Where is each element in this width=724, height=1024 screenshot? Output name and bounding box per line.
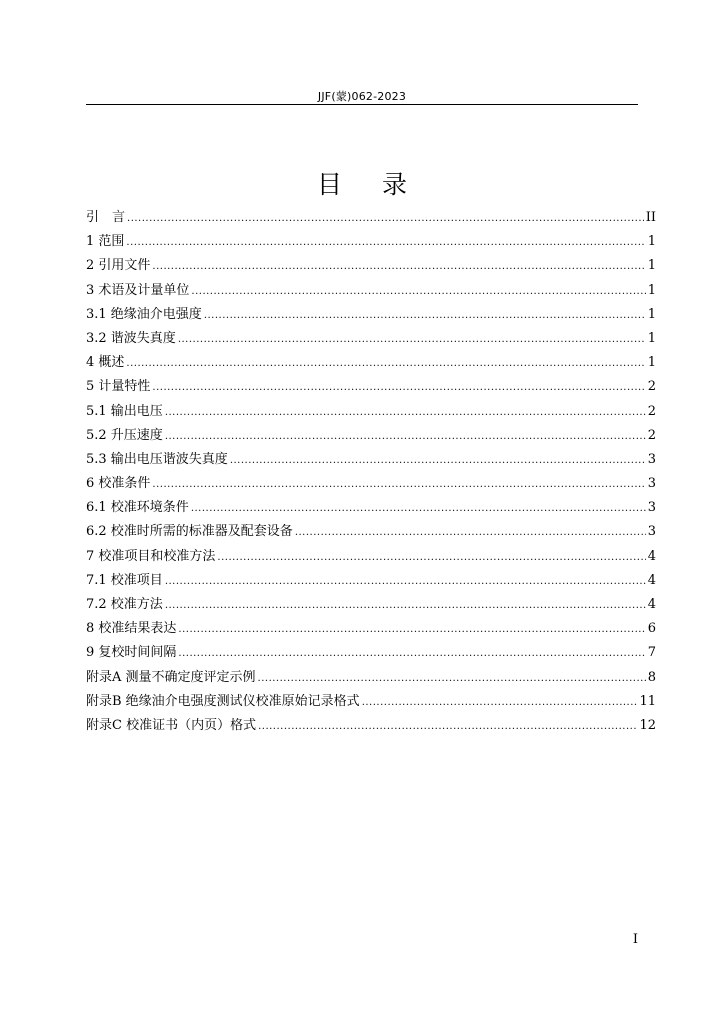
toc-entry[interactable] xyxy=(86,668,656,692)
toc-entry-page: 3 xyxy=(647,524,656,540)
toc-dot-leader xyxy=(152,378,645,398)
toc-dot-leader xyxy=(191,499,646,519)
toc-dot-leader xyxy=(258,717,637,737)
toc-dot-leader xyxy=(126,233,645,253)
toc-entry-page: 1 xyxy=(647,330,656,346)
toc-dot-leader xyxy=(165,572,646,592)
toc-entry[interactable] xyxy=(86,595,656,619)
toc-dot-leader xyxy=(258,669,646,689)
toc-entry[interactable] xyxy=(86,571,656,595)
toc-entry-page: 12 xyxy=(639,717,656,733)
toc-entry-label: 3.1 绝缘油介电强度 xyxy=(86,306,202,322)
toc-entry-page: 2 xyxy=(647,427,656,443)
toc-entry-label: 7.1 校准项目 xyxy=(86,572,163,588)
toc-entry-label: 附录C 校准证书（内页）格式 xyxy=(86,717,257,733)
toc-dot-leader xyxy=(126,354,645,374)
toc-entry-page: 3 xyxy=(647,451,656,467)
toc-entry[interactable] xyxy=(86,353,656,377)
toc-entry-label: 6.1 校准环境条件 xyxy=(86,500,189,516)
toc-entry-page: 4 xyxy=(647,597,656,612)
toc-entry[interactable] xyxy=(86,522,656,546)
toc-entry[interactable] xyxy=(86,305,656,329)
toc-entry[interactable] xyxy=(86,281,656,305)
toc-entry[interactable] xyxy=(86,232,656,256)
toc-entry-label: 5 计量特性 xyxy=(86,379,151,395)
toc-entry[interactable] xyxy=(86,692,656,716)
toc-entry[interactable] xyxy=(86,329,656,353)
toc-entry[interactable] xyxy=(86,716,656,740)
toc-dot-leader xyxy=(362,693,638,713)
toc-entry-page: 7 xyxy=(647,645,656,661)
toc-entry[interactable] xyxy=(86,377,656,401)
toc-entry[interactable] xyxy=(86,643,656,667)
toc-entry-label: 附录B 绝缘油介电强度测试仪校准原始记录格式 xyxy=(86,693,360,709)
toc-entry-page: 4 xyxy=(647,572,656,588)
toc-entry-page: 1 xyxy=(647,355,656,371)
toc-entry-page: II xyxy=(645,210,656,225)
toc-entry-label: 3 术语及计量单位 xyxy=(86,282,190,298)
toc-dot-leader xyxy=(191,282,645,302)
toc-dot-leader xyxy=(230,451,646,471)
toc-entry-label: 6 校准条件 xyxy=(86,476,151,492)
toc-dot-leader xyxy=(178,620,645,640)
toc-entry-page: 1 xyxy=(647,306,656,322)
header-divider xyxy=(86,104,638,105)
table-of-contents xyxy=(86,208,656,740)
toc-entry-label: 引 言 xyxy=(86,210,126,225)
toc-entry[interactable] xyxy=(86,208,656,232)
page-number: I xyxy=(632,932,638,947)
toc-entry-label: 5.2 升压速度 xyxy=(86,427,163,443)
toc-dot-leader xyxy=(295,523,646,543)
toc-dot-leader xyxy=(204,306,646,326)
toc-entry-label: 5.1 输出电压 xyxy=(86,403,163,419)
toc-dot-leader xyxy=(152,475,645,495)
toc-entry-label: 3.2 谐波失真度 xyxy=(86,330,176,346)
toc-dot-leader xyxy=(165,596,646,616)
toc-dot-leader xyxy=(127,209,644,229)
toc-entry-page: 11 xyxy=(639,693,656,709)
toc-dot-leader xyxy=(178,330,646,350)
toc-entry-page: 4 xyxy=(647,548,656,564)
toc-entry-label: 9 复校时间间隔 xyxy=(86,645,177,661)
toc-entry-page: 3 xyxy=(647,500,656,516)
toc-entry-label: 4 概述 xyxy=(86,355,125,371)
toc-entry-label: 6.2 校准时所需的标准器及配套设备 xyxy=(86,524,293,540)
toc-entry[interactable] xyxy=(86,498,656,522)
toc-entry[interactable] xyxy=(86,474,656,498)
toc-entry-page: 8 xyxy=(647,669,656,685)
toc-entry-page: 1 xyxy=(647,282,656,298)
toc-entry-page: 2 xyxy=(647,379,656,395)
toc-entry[interactable] xyxy=(86,402,656,426)
toc-entry-page: 3 xyxy=(647,476,656,492)
toc-entry-page: 1 xyxy=(647,234,656,250)
toc-entry-label: 1 范围 xyxy=(86,234,125,250)
toc-entry[interactable] xyxy=(86,547,656,571)
toc-entry-page: 1 xyxy=(647,258,656,274)
toc-entry-label: 8 校准结果表达 xyxy=(86,621,177,637)
toc-entry[interactable] xyxy=(86,619,656,643)
toc-entry[interactable] xyxy=(86,450,656,474)
toc-entry-label: 7 校准项目和校准方法 xyxy=(86,548,216,564)
toc-entry-label: 2 引用文件 xyxy=(86,258,151,274)
page-title: 目录 xyxy=(316,169,447,199)
toc-entry-label: 5.3 输出电压谐波失真度 xyxy=(86,451,228,467)
running-header: JJF(蒙)062-2023 xyxy=(317,90,407,103)
toc-entry[interactable] xyxy=(86,426,656,450)
toc-entry[interactable] xyxy=(86,256,656,280)
toc-dot-leader xyxy=(152,257,645,277)
toc-dot-leader xyxy=(165,403,646,423)
toc-entry-label: 7.2 校准方法 xyxy=(86,597,163,612)
toc-dot-leader xyxy=(217,548,645,568)
toc-dot-leader xyxy=(178,644,645,664)
toc-entry-label: 附录A 测量不确定度评定示例 xyxy=(86,669,256,685)
toc-entry-page: 6 xyxy=(647,621,656,637)
toc-entry-page: 2 xyxy=(647,403,656,419)
toc-dot-leader xyxy=(165,427,646,447)
